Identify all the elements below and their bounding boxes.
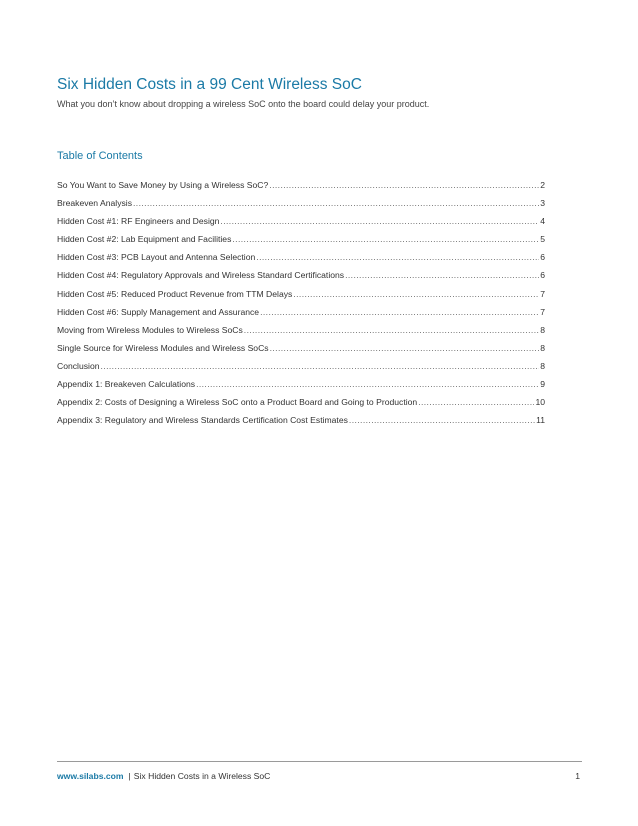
toc-entry[interactable] [57, 307, 545, 325]
toc-entry-page: 8 [540, 324, 545, 335]
table-of-contents [57, 180, 545, 433]
toc-entry-page: 10 [535, 397, 545, 408]
toc-entry-page: 9 [540, 379, 545, 390]
toc-dot-leader [220, 216, 539, 226]
toc-entry[interactable] [57, 198, 545, 216]
toc-entry[interactable] [57, 234, 545, 252]
footer-website-link[interactable]: www.silabs.com [57, 771, 124, 781]
toc-dot-leader [101, 361, 540, 371]
footer-divider [57, 761, 582, 762]
toc-dot-leader [270, 343, 540, 353]
toc-dot-leader [133, 198, 539, 208]
footer-document-name: Six Hidden Costs in a Wireless SoC [133, 771, 271, 781]
toc-dot-leader [293, 289, 539, 299]
toc-entry-page: 11 [536, 415, 545, 426]
toc-dot-leader [244, 325, 539, 335]
toc-entry[interactable] [57, 180, 545, 198]
toc-entry-title: Breakeven Analysis [57, 198, 132, 209]
toc-dot-leader [196, 379, 539, 389]
toc-entry[interactable] [57, 325, 545, 343]
toc-dot-leader [349, 415, 535, 425]
page-footer [57, 771, 582, 781]
toc-entry-title: Hidden Cost #1: RF Engineers and Design [57, 216, 220, 227]
toc-heading: Table of Contents [57, 150, 143, 162]
toc-dot-leader [256, 252, 539, 262]
page-number: 1 [575, 771, 580, 781]
toc-entry-title: Conclusion [57, 360, 100, 371]
toc-entry[interactable] [57, 216, 545, 234]
toc-entry-title: Moving from Wireless Modules to Wireless SoCs [57, 324, 243, 335]
document-title: Six Hidden Costs in a 99 Cent Wireless SoC [57, 76, 362, 93]
toc-entry-page: 4 [540, 216, 545, 227]
toc-entry[interactable] [57, 379, 545, 397]
toc-entry-title: Hidden Cost #3: PCB Layout and Antenna Selection [57, 252, 256, 263]
toc-entry[interactable] [57, 343, 545, 361]
document-subtitle: What you don’t know about dropping a wireless SoC onto the board could delay your product. [57, 99, 430, 109]
toc-entry-title: Appendix 2: Costs of Designing a Wireless SoC onto a Product Board and Going to Production [57, 397, 418, 408]
toc-entry[interactable] [57, 289, 545, 307]
toc-entry-page: 7 [540, 288, 545, 299]
toc-entry[interactable] [57, 397, 545, 415]
toc-entry[interactable] [57, 415, 545, 433]
toc-entry-title: Single Source for Wireless Modules and Wireless SoCs [57, 342, 269, 353]
footer-separator: | [128, 771, 131, 781]
toc-entry-title: So You Want to Save Money by Using a Wireless SoC? [57, 180, 269, 190]
toc-entry-page: 2 [540, 180, 545, 190]
toc-dot-leader [269, 180, 539, 190]
toc-entry-title: Hidden Cost #6: Supply Management and Assurance [57, 306, 260, 317]
toc-entry-title: Appendix 1: Breakeven Calculations [57, 379, 196, 390]
toc-entry-page: 6 [540, 270, 545, 281]
toc-entry-page: 8 [540, 342, 545, 353]
toc-dot-leader [232, 234, 539, 244]
toc-entry[interactable] [57, 252, 545, 270]
toc-entry-page: 6 [540, 252, 545, 263]
toc-entry-page: 7 [540, 306, 545, 317]
toc-entry-page: 8 [540, 360, 545, 371]
toc-entry-title: Hidden Cost #2: Lab Equipment and Facilities [57, 234, 232, 245]
toc-entry[interactable] [57, 361, 545, 379]
toc-dot-leader [418, 397, 534, 407]
toc-dot-leader [260, 307, 539, 317]
toc-entry-page: 3 [540, 198, 545, 209]
toc-entry-title: Appendix 3: Regulatory and Wireless Standards Certification Cost Estimates [57, 415, 348, 426]
toc-entry-title: Hidden Cost #4: Regulatory Approvals and Wireless Standard Certifications [57, 270, 345, 281]
toc-entry-page: 5 [540, 234, 545, 245]
toc-dot-leader [345, 270, 539, 280]
toc-entry-title: Hidden Cost #5: Reduced Product Revenue from TTM Delays [57, 288, 293, 299]
toc-entry[interactable] [57, 270, 545, 288]
